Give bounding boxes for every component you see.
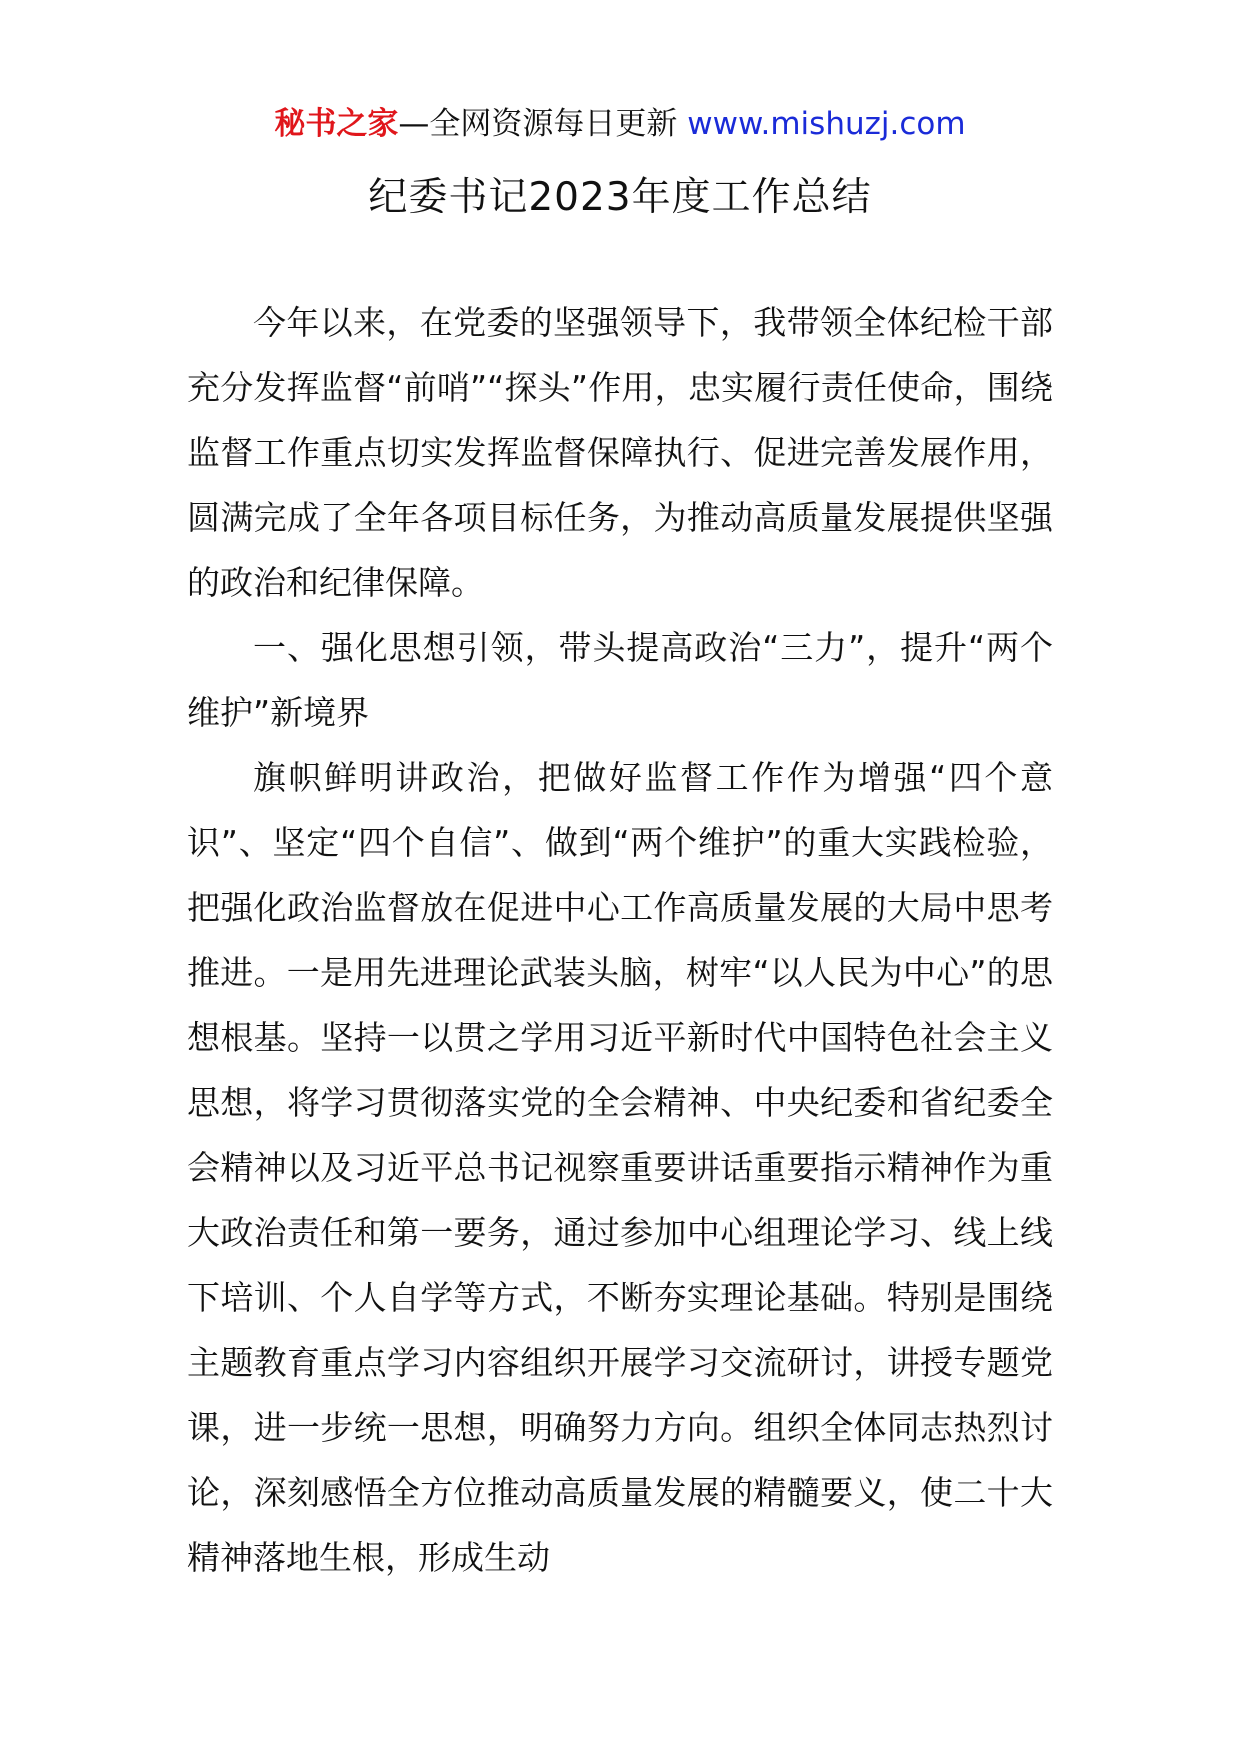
section-heading-1: 一、强化思想引领，带头提高政治“三力”，提升“两个维护”新境界 — [187, 628, 1053, 732]
document-body — [187, 290, 1053, 1590]
paragraph-section-1: 旗帜鲜明讲政治，把做好监督工作作为增强“四个意识”、坚定“四个自信”、做到“两个维护”的重大实践检验，把强化政治监督放在促进中心工作高质量发展的大局中思考推进。一是用先进理论武装头脑，树牢“以人民为中心”的思想根基。坚持一以贯之学用习近平新时代中国特色社会主义思想，将学习贯彻落实党的全会精神、中央纪委和省纪委全会精神以及习近平总书记视察重要讲话重要指示精神作为重大政治责任和第一要务，通过参加中心组理论学习、线上线下培训、个人自学等方式，不断夯实理论基础。特别是围绕主题教育重点学习内容组织开展学习交流研讨，讲授专题党课，进一步统一思想，明确努力方向。组织全体同志热烈讨论，深刻感悟全方位推动高质量发展的精髓要义，使二十大精神落地生根，形成生动 — [187, 758, 1053, 1577]
document-title: 纪委书记2023年度工作总结 — [368, 175, 872, 220]
site-banner — [0, 100, 1240, 148]
site-url-link[interactable]: www.mishuzj.com — [687, 106, 966, 142]
banner-tagline: —全网资源每日更新 — [398, 106, 688, 142]
paragraph-intro: 今年以来，在党委的坚强领导下，我带领全体纪检干部充分发挥监督“前哨”“探头”作用，忠实履行责任使命，围绕监督工作重点切实发挥监督保障执行、促进完善发展作用，圆满完成了全年各项目标任务，为推动高质量发展提供坚强的政治和纪律保障。 — [187, 303, 1053, 602]
brand-name: 秘书之家 — [274, 106, 399, 142]
